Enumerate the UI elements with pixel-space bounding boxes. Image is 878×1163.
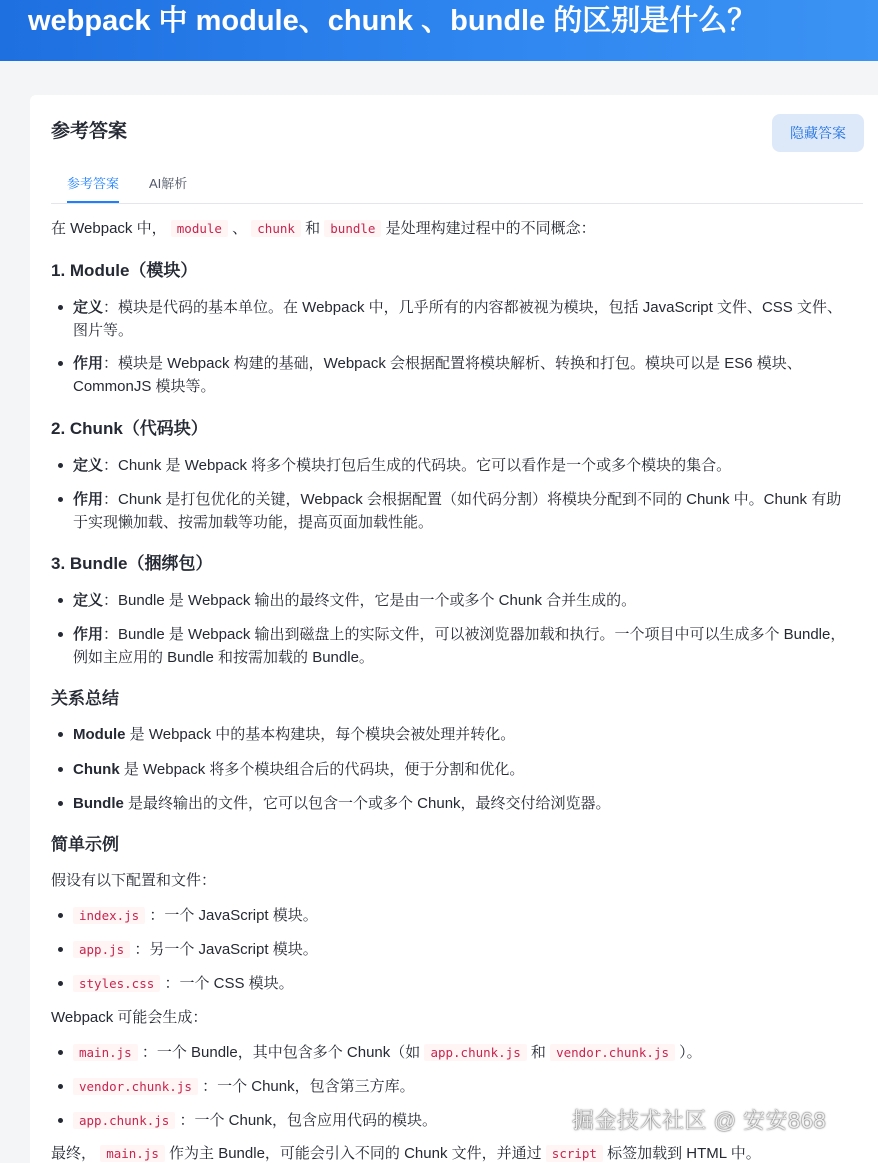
inline-code: main.js (100, 1145, 165, 1162)
answer-card (30, 95, 878, 1163)
watermark: 掘金技术社区 @ 安安868 (572, 1108, 827, 1133)
item-text: 是最终输出的文件，它可以包含一个或多个 Chunk，最终交付给浏览器。 (123, 795, 611, 812)
inline-code: module (171, 220, 228, 237)
inline-code: bundle (324, 220, 381, 237)
item-text: ：Bundle 是 Webpack 输出的最终文件，它是由一个或多个 Chunk 合并生成的。 (103, 592, 637, 609)
item-text: 于实现懒加载、按需加载等功能，提高页面加载性能。 (73, 514, 434, 531)
final-text: 作为主 Bundle，可能会引入不同的 Chunk 文件，并通过 (169, 1145, 542, 1162)
final-text: 最终， (51, 1145, 97, 1162)
item-text: ）。 (679, 1044, 702, 1061)
list-item (73, 352, 863, 398)
item-label: 定义 (73, 592, 104, 609)
item-text: ：Bundle 是 Webpack 输出到磁盘上的实际文件，可以被浏览器加载和执行。一个项目中可以生成多个 Bundle， (103, 626, 846, 643)
output-intro: Webpack 可能会生成： (51, 1009, 208, 1026)
inline-code: app.js (73, 941, 130, 958)
answer-tabs (51, 171, 863, 204)
item-label: 定义 (73, 299, 104, 316)
list-item (73, 623, 863, 669)
list-item (73, 1075, 863, 1098)
item-text: ：Chunk 是 Webpack 将多个模块打包后生成的代码块。它可以看作是一个或多个模块的集合。 (103, 457, 732, 474)
final-paragraph (51, 1143, 761, 1163)
item-text: 是 Webpack 中的基本构建块，每个模块会被处理并转化。 (125, 726, 516, 743)
list-item (73, 723, 863, 746)
question-title: webpack 中 module、chunk 、bundle 的区别是什么？ (28, 5, 757, 37)
item-text: 是 Webpack 将多个模块组合后的代码块，便于分割和优化。 (119, 761, 525, 778)
section-heading: 关系总结 (51, 689, 119, 708)
inline-code: styles.css (73, 975, 160, 992)
list-item (73, 904, 863, 927)
item-label: Module (73, 726, 126, 743)
item-label: Bundle (73, 795, 124, 812)
section-heading: 1. Module（模块） (51, 261, 198, 280)
item-text: ：一个 Bundle，其中包含多个 Chunk（如 (141, 1044, 421, 1061)
list-item (73, 758, 863, 781)
item-text: 和 (530, 1044, 546, 1061)
item-label: 作用 (73, 491, 104, 508)
intro-text: 在 Webpack 中， (51, 220, 167, 237)
hide-answer-button[interactable]: 隐藏答案 (772, 114, 864, 152)
inline-code: app.chunk.js (73, 1112, 175, 1129)
item-text: ：一个 Chunk，包含应用代码的模块。 (179, 1112, 438, 1129)
item-text: ：一个 Chunk，包含第三方库。 (202, 1078, 415, 1095)
item-text: ：模块是 Webpack 构建的基础，Webpack 会根据配置将模块解析、转换和打包。模块可以是 ES6 模块、 (103, 355, 802, 372)
item-label: Chunk (73, 761, 120, 778)
intro-paragraph (51, 218, 596, 240)
page-header (0, 0, 878, 61)
item-text: ：另一个 JavaScript 模块。 (134, 941, 318, 958)
item-text: 例如主应用的 Bundle 和按需加载的 Bundle。 (73, 649, 374, 666)
intro-text: 、 (232, 220, 248, 237)
item-text: ：模块是代码的基本单位。在 Webpack 中，几乎所有的内容都被视为模块，包括 JavaScript 文件、CSS 文件、 (103, 299, 842, 316)
inline-code: vendor.chunk.js (550, 1044, 675, 1061)
intro-text: 和 (305, 220, 321, 237)
item-text: ：一个 CSS 模块。 (164, 975, 294, 992)
inline-code: main.js (73, 1044, 138, 1061)
list-item (73, 296, 863, 342)
list-item (73, 792, 863, 815)
inline-code: chunk (251, 220, 301, 237)
list-item (73, 454, 863, 477)
list-item (73, 938, 863, 961)
item-label: 定义 (73, 457, 104, 474)
tab-reference-answer[interactable]: 参考答案 (67, 171, 119, 203)
item-text: ：Chunk 是打包优化的关键，Webpack 会根据配置（如代码分割）将模块分配到不同的 Chunk 中。Chunk 有助 (103, 491, 842, 508)
tab-ai-analysis[interactable]: AI解析 (149, 176, 188, 191)
item-text: CommonJS 模块等。 (73, 378, 216, 395)
section-heading: 2. Chunk（代码块） (51, 419, 208, 438)
item-label: 作用 (73, 626, 104, 643)
list-item (73, 1041, 863, 1064)
list-item (73, 589, 863, 612)
inline-code: script (546, 1145, 603, 1162)
section-heading: 3. Bundle（捆绑包） (51, 554, 213, 573)
inline-code: vendor.chunk.js (73, 1078, 198, 1095)
item-label: 作用 (73, 355, 104, 372)
inline-code: index.js (73, 907, 145, 924)
card-title: 参考答案 (51, 121, 128, 142)
example-intro: 假设有以下配置和文件： (51, 872, 217, 889)
item-text: ：一个 JavaScript 模块。 (149, 907, 318, 924)
list-item (73, 972, 863, 995)
inline-code: app.chunk.js (424, 1044, 526, 1061)
section-heading: 简单示例 (51, 835, 119, 854)
intro-text: 是处理构建过程中的不同概念： (385, 220, 596, 237)
final-text: 标签加载到 HTML 中。 (607, 1145, 761, 1162)
item-text: 图片等。 (73, 322, 134, 339)
list-item (73, 488, 863, 534)
